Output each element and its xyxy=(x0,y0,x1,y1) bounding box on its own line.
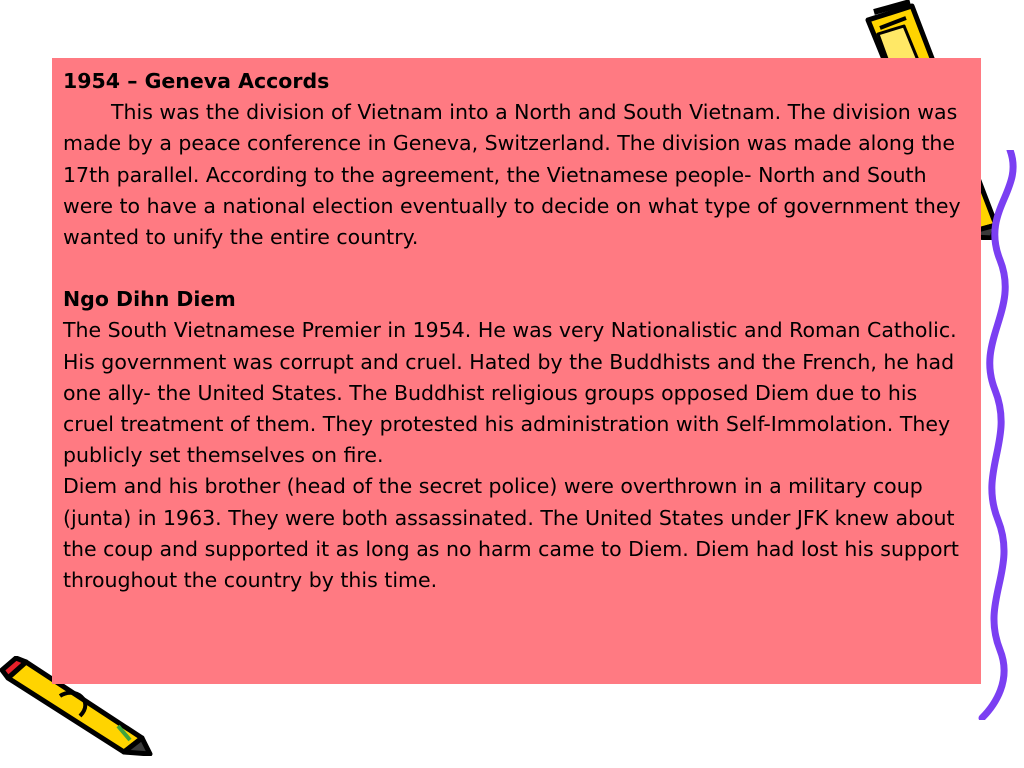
content-text-box xyxy=(52,58,981,684)
diem-paragraph-1: The South Vietnamese Premier in 1954. He was very Nationalistic and Roman Catholic. His government was corrupt and cruel. Hated by the Buddhists and the French, he had one ally- the United States. The Buddhist religious groups opposed Diem due to his cruel treatment of them. They protested his administration with Self-Immolation. They publicly set themselves on fire. xyxy=(63,318,957,468)
section-heading-ngo-dihn-diem: Ngo Dihn Diem xyxy=(63,287,236,312)
section-heading-geneva-accords: 1954 – Geneva Accords xyxy=(63,69,330,93)
geneva-accords-paragraph: This was the division of Vietnam into a North and South Vietnam. The division was made by a peace conference in Geneva, Switzerland. The division was made along the 17th parallel. According to the agreement, the Vietnamese people- North and South were to have a national election eventually to decide on what type of government they wanted to unify the entire country. xyxy=(63,100,961,250)
diem-paragraph-2: Diem and his brother (head of the secret police) were overthrown in a military coup (junta) in 1963. They were both assassinated. The United States under JFK knew about the coup and supported it as long as no harm came to Diem. Diem had lost his support throughout the country by this time. xyxy=(63,474,959,593)
paragraph-spacer xyxy=(63,253,969,284)
